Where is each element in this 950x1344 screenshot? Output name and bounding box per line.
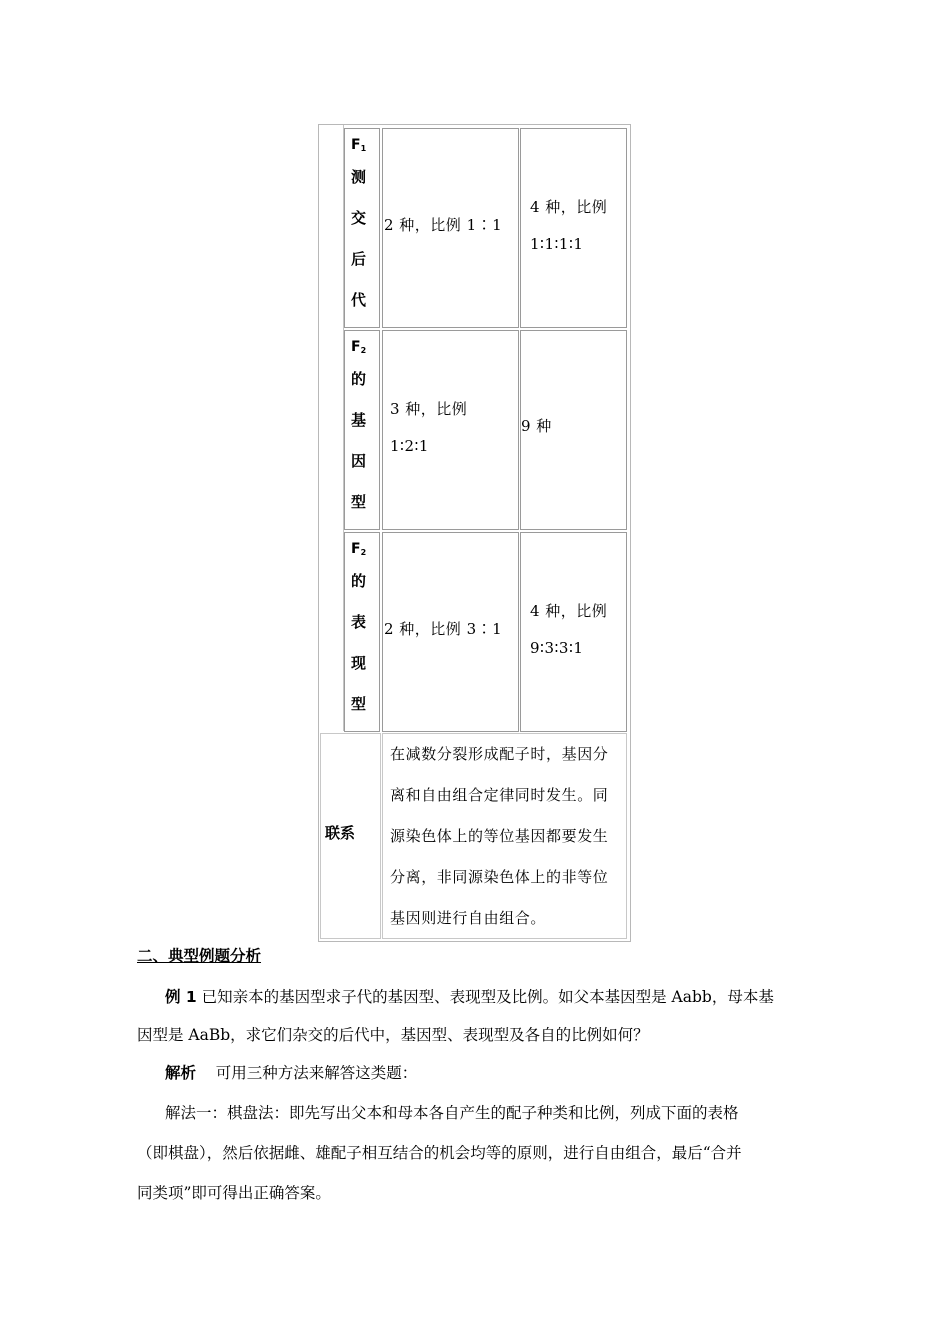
example-label: 例 1 — [165, 988, 197, 1006]
comparison-table — [318, 124, 631, 942]
example-line: 因型是 AaBb，求它们杂交的后代中，基因型、表现型及各自的比例如何？ — [137, 1026, 649, 1044]
relation-line: 源染色体上的等位基因都要发生 — [390, 827, 609, 845]
relation-line: 在减数分裂形成配子时，基因分 — [390, 745, 609, 763]
row-label-f1-testcross: $F_1$ 测 交 后 代 — [344, 128, 380, 328]
example-paragraph — [137, 978, 817, 1016]
analysis-label: 解析 — [165, 1064, 197, 1082]
relation-label-cell — [320, 733, 381, 939]
relation-line: 分离，非同源染色体上的非等位 — [390, 868, 609, 886]
table-cell: 2 种，比例 1∶1 — [382, 128, 519, 328]
table-cell: 4 种，比例 9∶3∶3∶1 — [520, 532, 627, 732]
relation-text-cell — [382, 733, 627, 939]
analysis-paragraph — [137, 1054, 817, 1092]
relation-line: 离和自由组合定律同时发生。同 — [390, 786, 609, 804]
table-cell: 2 种，比例 3∶1 — [382, 532, 519, 732]
section-heading: 二、典型例题分析 — [137, 947, 262, 965]
example-line: 已知亲本的基因型求子代的基因型、表现型及比例。如父本基因型是 Aabb，母本基 — [201, 988, 774, 1006]
analysis-text: 可用三种方法来解答这类题： — [215, 1064, 418, 1082]
method-line: 解法一：棋盘法：即先写出父本和母本各自产生的配子种类和比例，列成下面的表格 — [165, 1104, 739, 1122]
table-cell: 3 种，比例 1∶2∶1 — [382, 330, 519, 530]
relation-line: 基因则进行自由组合。 — [390, 909, 547, 927]
relation-label: 联系 — [325, 824, 356, 842]
method-line: 同类项”即可得出正确答案。 — [137, 1184, 331, 1202]
method-line: （即棋盘），然后依据雌、雄配子相互结合的机会均等的原则，进行自由组合，最后“合并 — [137, 1144, 742, 1162]
row-label-f2-phenotype: $F_2$ 的 表 现 型 — [344, 532, 380, 732]
row-label-f2-genotype: $F_2$ 的 基 因 型 — [344, 330, 380, 530]
table-cell: 9 种 — [520, 330, 627, 530]
table-cell: 4 种，比例 1∶1∶1∶1 — [520, 128, 627, 328]
